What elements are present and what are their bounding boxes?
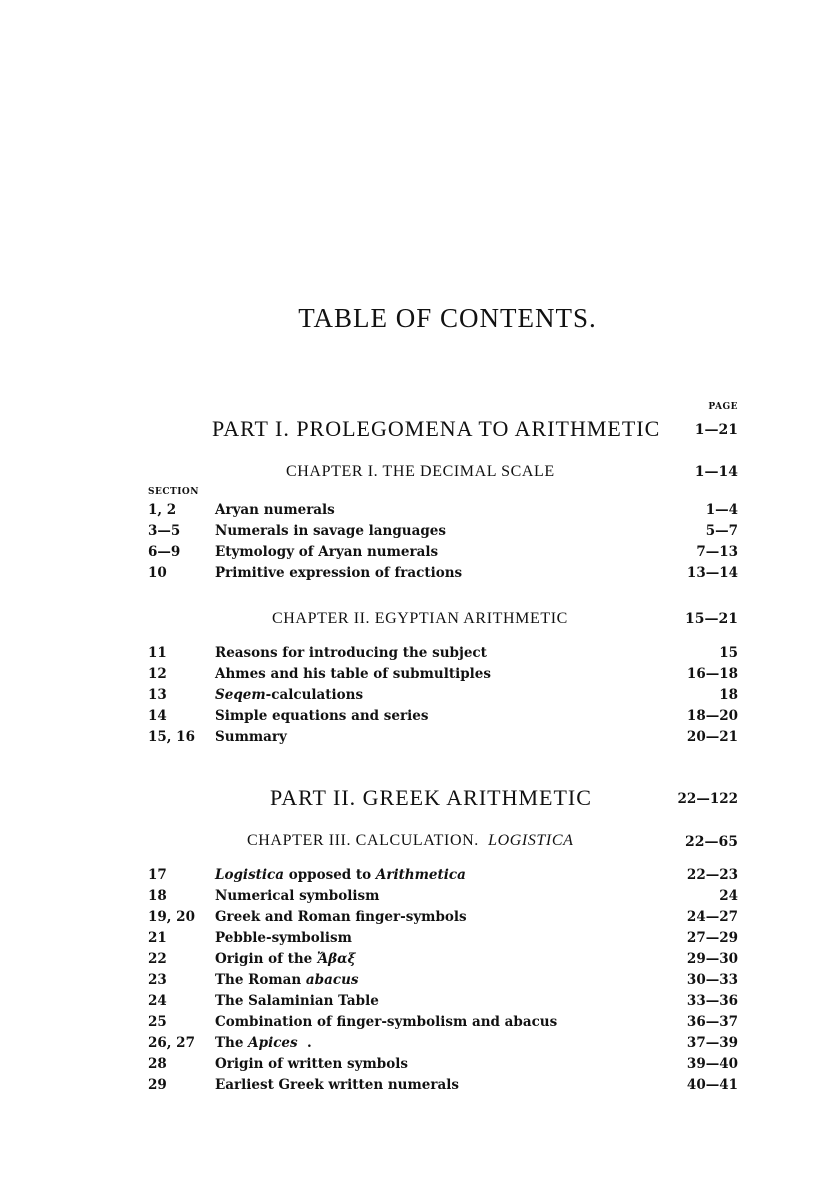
chapter-2-title: CHAPTER II. EGYPTIAN ARITHMETIC bbox=[272, 610, 568, 627]
toc-entry-section: 12 bbox=[148, 666, 167, 682]
toc-entry-title: Ahmes and his table of submultiples bbox=[215, 666, 491, 682]
chapter-3-title-roman: CHAPTER III. CALCULATION. bbox=[247, 832, 479, 849]
toc-entry-pages: 22—23 bbox=[686, 867, 738, 883]
toc-entry-pages: 30—33 bbox=[686, 972, 738, 988]
section-column-header: SECTION bbox=[148, 487, 199, 497]
toc-entry-section: 19, 20 bbox=[148, 909, 195, 925]
toc-entry-title bbox=[215, 867, 466, 883]
toc-entry-title: Combination of finger-symbolism and abacus bbox=[215, 1014, 558, 1030]
toc-entry-title-italic: Arithmetica bbox=[375, 867, 466, 883]
toc-entry-section: 15, 16 bbox=[148, 729, 195, 745]
toc-entry-title: Numerals in savage languages bbox=[215, 523, 446, 539]
toc-entry-title-greek: Ἄβαξ bbox=[316, 951, 356, 967]
toc-entry bbox=[148, 544, 738, 565]
toc-entry-pages: 18—20 bbox=[686, 708, 738, 724]
toc-entry-title bbox=[215, 687, 363, 703]
toc-entry-title-rest: opposed to bbox=[284, 867, 376, 883]
chapter-1-title: CHAPTER I. THE DECIMAL SCALE bbox=[286, 463, 555, 480]
toc-entry-pages: 40—41 bbox=[686, 1077, 738, 1093]
chapter-1-pages: 1—14 bbox=[694, 464, 738, 480]
toc-entry-section: 6—9 bbox=[148, 544, 181, 560]
toc-entry bbox=[148, 565, 738, 586]
toc-entry-section: 22 bbox=[148, 951, 167, 967]
chapter-3-pages: 22—65 bbox=[685, 834, 738, 850]
chapter-2-pages: 15—21 bbox=[685, 611, 738, 627]
toc-entry-title-italic: Seqem bbox=[215, 687, 266, 703]
toc-entry-pages: 18 bbox=[719, 687, 738, 703]
toc-entry-pages: 24—27 bbox=[686, 909, 738, 925]
toc-entry bbox=[148, 523, 738, 544]
toc-entry bbox=[148, 972, 738, 993]
toc-entry-pages: 29—30 bbox=[686, 951, 738, 967]
toc-entry-title: Simple equations and series bbox=[215, 708, 429, 724]
toc-entry-section: 1, 2 bbox=[148, 502, 177, 518]
toc-entry-title: Reasons for introducing the subject bbox=[215, 645, 487, 661]
part-1-pages: 1—21 bbox=[694, 422, 738, 438]
toc-entry-section: 29 bbox=[148, 1077, 167, 1093]
toc-entry-title: Earliest Greek written numerals bbox=[215, 1077, 459, 1093]
toc-entry bbox=[148, 1077, 738, 1098]
page-column-header: PAGE bbox=[708, 402, 738, 412]
toc-entry-section: 21 bbox=[148, 930, 167, 946]
chapter-3-title-italic: LOGISTICA bbox=[488, 832, 574, 849]
toc-entry bbox=[148, 909, 738, 930]
toc-entry-title: Summary bbox=[215, 729, 287, 745]
toc-entry bbox=[148, 687, 738, 708]
toc-entry bbox=[148, 645, 738, 666]
toc-entry-section: 23 bbox=[148, 972, 167, 988]
toc-entry bbox=[148, 951, 738, 972]
toc-entry-title-rest: -calculations bbox=[265, 687, 364, 703]
toc-entry-title-italic: Logistica bbox=[215, 867, 284, 883]
toc-entry-title: Pebble-symbolism bbox=[215, 930, 352, 946]
toc-entry-pages: 24 bbox=[719, 888, 738, 904]
toc-entry-title bbox=[215, 1035, 312, 1051]
part-2-title: PART II. GREEK ARITHMETIC bbox=[270, 785, 592, 810]
toc-entry-title: Etymology of Aryan numerals bbox=[215, 544, 439, 560]
toc-entry-title: Aryan numerals bbox=[215, 502, 335, 518]
toc-entry-section: 24 bbox=[148, 993, 167, 1009]
toc-entry-pages: 39—40 bbox=[686, 1056, 738, 1072]
toc-entry bbox=[148, 502, 738, 523]
part-2-pages: 22—122 bbox=[677, 791, 738, 807]
toc-entry bbox=[148, 729, 738, 750]
toc-entry-pages: 16—18 bbox=[686, 666, 738, 682]
toc-entry-pages: 37—39 bbox=[686, 1035, 738, 1051]
toc-entry-title-italic: Apices bbox=[248, 1035, 298, 1051]
toc-entry-section: 26, 27 bbox=[148, 1035, 195, 1051]
toc-entry-section: 28 bbox=[148, 1056, 167, 1072]
toc-entry-section: 17 bbox=[148, 867, 167, 883]
toc-entry-title: Primitive expression of fractions bbox=[215, 565, 463, 581]
toc-entry-section: 11 bbox=[148, 645, 167, 661]
toc-entry-title-italic: abacus bbox=[305, 972, 359, 988]
toc-entry-section: 25 bbox=[148, 1014, 167, 1030]
toc-entry-pages: 20—21 bbox=[686, 729, 738, 745]
toc-entry bbox=[148, 1056, 738, 1077]
toc-entry-pages: 13—14 bbox=[686, 565, 738, 581]
toc-entry-title-after: . bbox=[297, 1035, 312, 1051]
toc-entry-section: 10 bbox=[148, 565, 167, 581]
toc-entry bbox=[148, 666, 738, 687]
toc-entry-pages: 27—29 bbox=[686, 930, 738, 946]
toc-entry-pages: 15 bbox=[719, 645, 738, 661]
toc-entry-section: 14 bbox=[148, 708, 167, 724]
toc-entry-title-rest: The Roman bbox=[215, 972, 306, 988]
toc-entry bbox=[148, 930, 738, 951]
toc-entry-title: The Salaminian Table bbox=[215, 993, 379, 1009]
chapter-3-title bbox=[247, 832, 574, 850]
toc-entry-section: 18 bbox=[148, 888, 167, 904]
toc-entry-pages: 7—13 bbox=[696, 544, 738, 560]
toc-entry-pages: 36—37 bbox=[686, 1014, 738, 1030]
toc-entry-section: 13 bbox=[148, 687, 167, 703]
toc-entry-pages: 1—4 bbox=[705, 502, 738, 518]
toc-entry-title-rest: Origin of the bbox=[215, 951, 317, 967]
toc-entry-title: Numerical symbolism bbox=[215, 888, 380, 904]
toc-entry-section: 3—5 bbox=[148, 523, 181, 539]
toc-entry-title-rest: The bbox=[215, 1035, 249, 1051]
toc-entry-pages: 33—36 bbox=[686, 993, 738, 1009]
toc-entry-title bbox=[215, 972, 359, 988]
toc-entry bbox=[148, 1014, 738, 1035]
toc-entry bbox=[148, 867, 738, 888]
toc-entry-title: Greek and Roman finger-symbols bbox=[215, 909, 467, 925]
toc-entry-title bbox=[215, 951, 356, 967]
part-1-title: PART I. PROLEGOMENA TO ARITHMETIC bbox=[212, 416, 661, 441]
toc-entry bbox=[148, 708, 738, 729]
toc-entry-pages: 5—7 bbox=[705, 523, 738, 539]
toc-entry bbox=[148, 888, 738, 909]
page-title: TABLE OF CONTENTS. bbox=[298, 303, 597, 333]
toc-entry-title: Origin of written symbols bbox=[215, 1056, 408, 1072]
toc-entry bbox=[148, 993, 738, 1014]
toc-entry bbox=[148, 1035, 738, 1056]
